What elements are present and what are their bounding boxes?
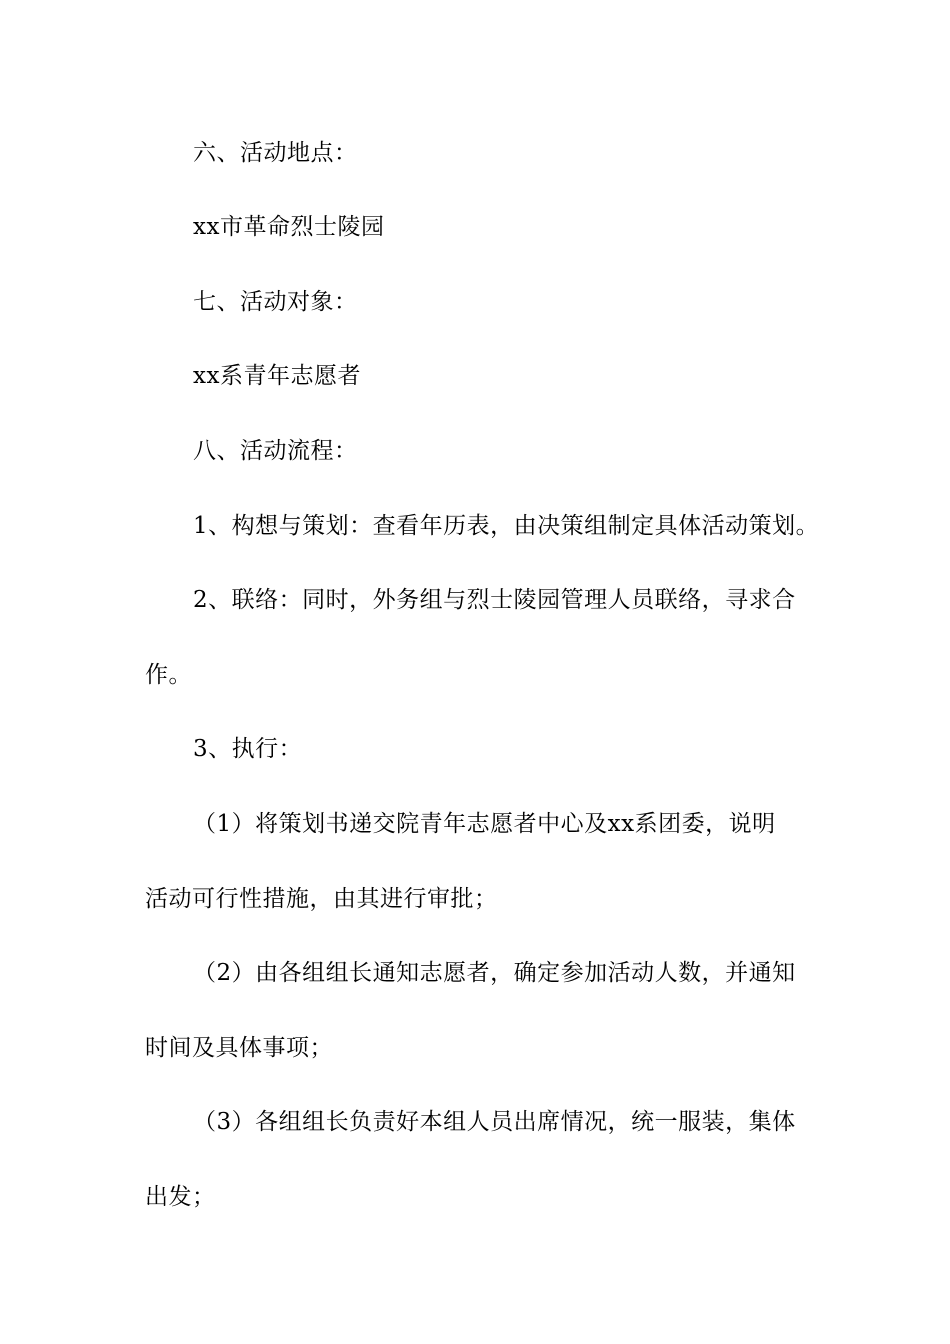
section-heading-audience: 七、活动对象：	[193, 289, 358, 315]
audience-text: xx系青年志愿者	[193, 363, 361, 389]
process-step-2: 2、联络：同时，外务组与烈士陵园管理人员联络，寻求合	[193, 587, 796, 613]
execution-item-1: （1）将策划书递交院青年志愿者中心及xx系团委，说明	[193, 811, 776, 837]
execution-item-2-continued: 时间及具体事项；	[145, 1035, 333, 1061]
execution-item-1-continued: 活动可行性措施，由其进行审批；	[145, 886, 498, 912]
section-heading-location: 六、活动地点：	[193, 140, 358, 166]
process-step-1: 1、构想与策划：查看年历表，由决策组制定具体活动策划。	[193, 513, 820, 539]
location-text: xx市革命烈士陵园	[193, 214, 385, 240]
execution-item-3-continued: 出发；	[145, 1184, 216, 1210]
section-heading-process: 八、活动流程：	[193, 438, 358, 464]
execution-item-3: （3）各组组长负责好本组人员出席情况，统一服装，集体	[193, 1109, 796, 1135]
execution-item-2: （2）由各组组长通知志愿者，确定参加活动人数，并通知	[193, 960, 796, 986]
process-step-2-continued: 作。	[145, 662, 192, 688]
process-step-3: 3、执行：	[193, 736, 303, 762]
